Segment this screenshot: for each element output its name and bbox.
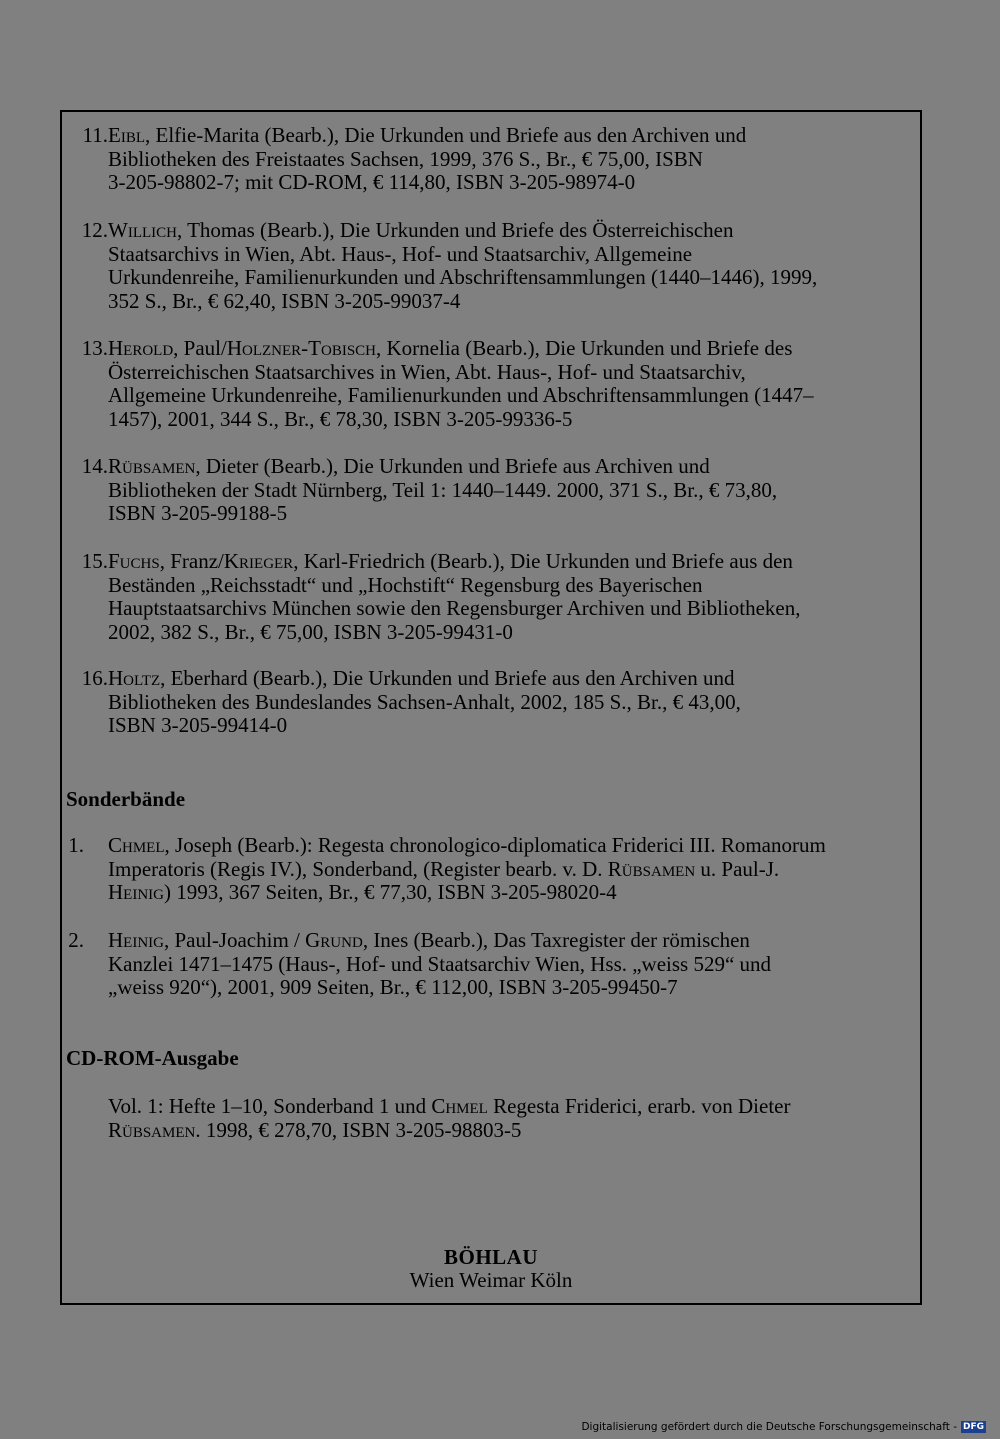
section-heading-sonderbaende: Sonderbände <box>66 787 186 811</box>
entry-line: , Franz/ <box>159 549 224 573</box>
entry-text <box>108 1095 923 1142</box>
footer-text: Digitalisierung gefördert durch die Deutsche Forschungsgemeinschaft - <box>581 1421 957 1433</box>
dfg-logo-icon: DFG <box>962 1422 984 1432</box>
author-name: Heinig <box>108 928 164 952</box>
publisher-name: BÖHLAU <box>443 1245 538 1269</box>
entry-text <box>108 834 923 905</box>
author-name: Chmel <box>108 833 165 857</box>
publisher-block <box>62 1246 920 1292</box>
author-name: Holzner-Tobisch <box>226 336 376 360</box>
entry-line: 2002, 382 S., Br., € 75,00, ISBN 3-205-99431-0 <box>108 619 513 644</box>
section-heading-cdrom: CD-ROM-Ausgabe <box>66 1046 239 1070</box>
entry-line: „weiss 920“), 2001, 909 Seiten, Br., € 112,00, ISBN 3-205-99450-7 <box>108 975 678 999</box>
digitization-footer <box>581 1421 986 1433</box>
entry-line: Hauptstaatsarchivs München sowie den Regensburger Archiven und Bibliotheken, <box>108 596 801 620</box>
author-name: Krieger <box>223 549 294 573</box>
entry-text <box>108 929 923 1000</box>
entry-line: , Karl-Friedrich (Bearb.), Die Urkunden und Briefe aus den <box>293 549 793 573</box>
entry-line: ISBN 3-205-99188-5 <box>108 501 288 525</box>
entry-number: 12. <box>81 218 108 242</box>
author-name: Rübsamen <box>108 1117 196 1142</box>
entry-number: 11. <box>82 123 108 147</box>
entry-number: 1. <box>68 833 84 857</box>
entry-number: 16. <box>81 666 108 690</box>
entry-line: Urkundenreihe, Familienurkunden und Abschriftensammlungen (1440–1446), 1999, <box>108 265 818 289</box>
author-name: Eibl <box>108 123 145 147</box>
entry-line: ISBN 3-205-99414-0 <box>108 713 288 737</box>
author-name: Heinig <box>108 880 164 904</box>
entry-text <box>108 667 923 738</box>
entry-text <box>108 219 923 313</box>
entry-line: , Eberhard (Bearb.), Die Urkunden und Briefe aus den Archiven und <box>160 666 735 690</box>
entry-line: Bibliotheken der Stadt Nürnberg, Teil 1: 1440–1449. 2000, 371 S., Br., € 73,80, <box>108 477 778 502</box>
entry-line: , Thomas (Bearb.), Die Urkunden und Briefe des Österreichischen <box>176 218 734 242</box>
entry-line: 1457), 2001, 344 S., Br., € 78,30, ISBN 3-205-99336-5 <box>108 406 573 431</box>
entry-line: Vol. 1: Hefte 1–10, Sonderband 1 und <box>108 1094 432 1118</box>
entry-line: 352 S., Br., € 62,40, ISBN 3-205-99037-4 <box>108 288 461 313</box>
entry-number: 14. <box>81 454 108 478</box>
entry-line: Allgemeine Urkundenreihe, Familienurkunden und Abschriftensammlungen (1447– <box>108 383 814 407</box>
entry-line: Österreichischen Staatsarchives in Wien, Abt. Haus-, Hof- und Staatsarchiv, <box>108 359 746 384</box>
entry-line: ) 1993, 367 Seiten, Br., € 77,30, ISBN 3-205-98020-4 <box>163 880 617 904</box>
author-name: Willich <box>108 218 177 242</box>
entry-line: u. Paul-J. <box>695 856 780 881</box>
entry-line: , Elfie-Marita (Bearb.), Die Urkunden und Briefe aus den Archiven und <box>145 123 747 147</box>
entry-text <box>108 550 923 644</box>
entry-text <box>108 124 923 195</box>
entry-line: Regesta Friderici, erarb. von Dieter <box>487 1094 791 1118</box>
author-name: Grund <box>305 928 363 952</box>
entry-line: Bibliotheken des Freistaates Sachsen, 1999, 376 S., Br., € 75,00, ISBN <box>108 146 703 171</box>
entry-line: , Dieter (Bearb.), Die Urkunden und Briefe aus Archiven und <box>195 454 710 478</box>
author-name: Fuchs <box>108 549 160 573</box>
author-name: Holtz <box>108 666 161 690</box>
entry-line: Beständen „Reichsstadt“ und „Hochstift“ Regensburg des Bayerischen <box>108 572 703 597</box>
entry-line: , Paul-Joachim / <box>163 928 306 952</box>
entry-text <box>108 337 923 431</box>
entry-line: , Ines (Bearb.), Das Taxregister der römischen <box>362 928 750 952</box>
entry-line: Staatsarchivs in Wien, Abt. Haus-, Hof- und Staatsarchiv, Allgemeine <box>108 241 693 266</box>
entry-line: Imperatoris (Regis IV.), Sonderband, (Register bearb. v. D. <box>108 856 608 881</box>
entry-line: , Joseph (Bearb.): Regesta chronologico-diplomatica Friderici III. Romanorum <box>164 833 826 857</box>
entry-line: Kanzlei 1471–1475 (Haus-, Hof- und Staatsarchiv Wien, Hss. „weiss 529“ und <box>108 951 772 976</box>
catalog-frame <box>60 110 922 1305</box>
entry-line: . 1998, € 278,70, ISBN 3-205-98803-5 <box>195 1117 522 1142</box>
entry-number: 2. <box>68 928 84 952</box>
entry-line: , Paul/ <box>173 336 227 360</box>
author-name: Rübsamen <box>108 454 196 478</box>
author-name: Chmel <box>431 1094 488 1118</box>
entry-line: , Kornelia (Bearb.), Die Urkunden und Briefe des <box>376 336 793 360</box>
entry-line: 3-205-98802-7; mit CD-ROM, € 114,80, ISBN 3-205-98974-0 <box>108 170 636 194</box>
entry-number: 15. <box>81 549 108 573</box>
entry-line: Bibliotheken des Bundeslandes Sachsen-Anhalt, 2002, 185 S., Br., € 43,00, <box>108 689 741 714</box>
author-name: Herold <box>108 336 174 360</box>
entry-text <box>108 455 923 526</box>
entry-number: 13. <box>81 336 108 360</box>
publisher-cities: Wien Weimar Köln <box>409 1268 573 1292</box>
author-name: Rübsamen <box>607 856 696 881</box>
